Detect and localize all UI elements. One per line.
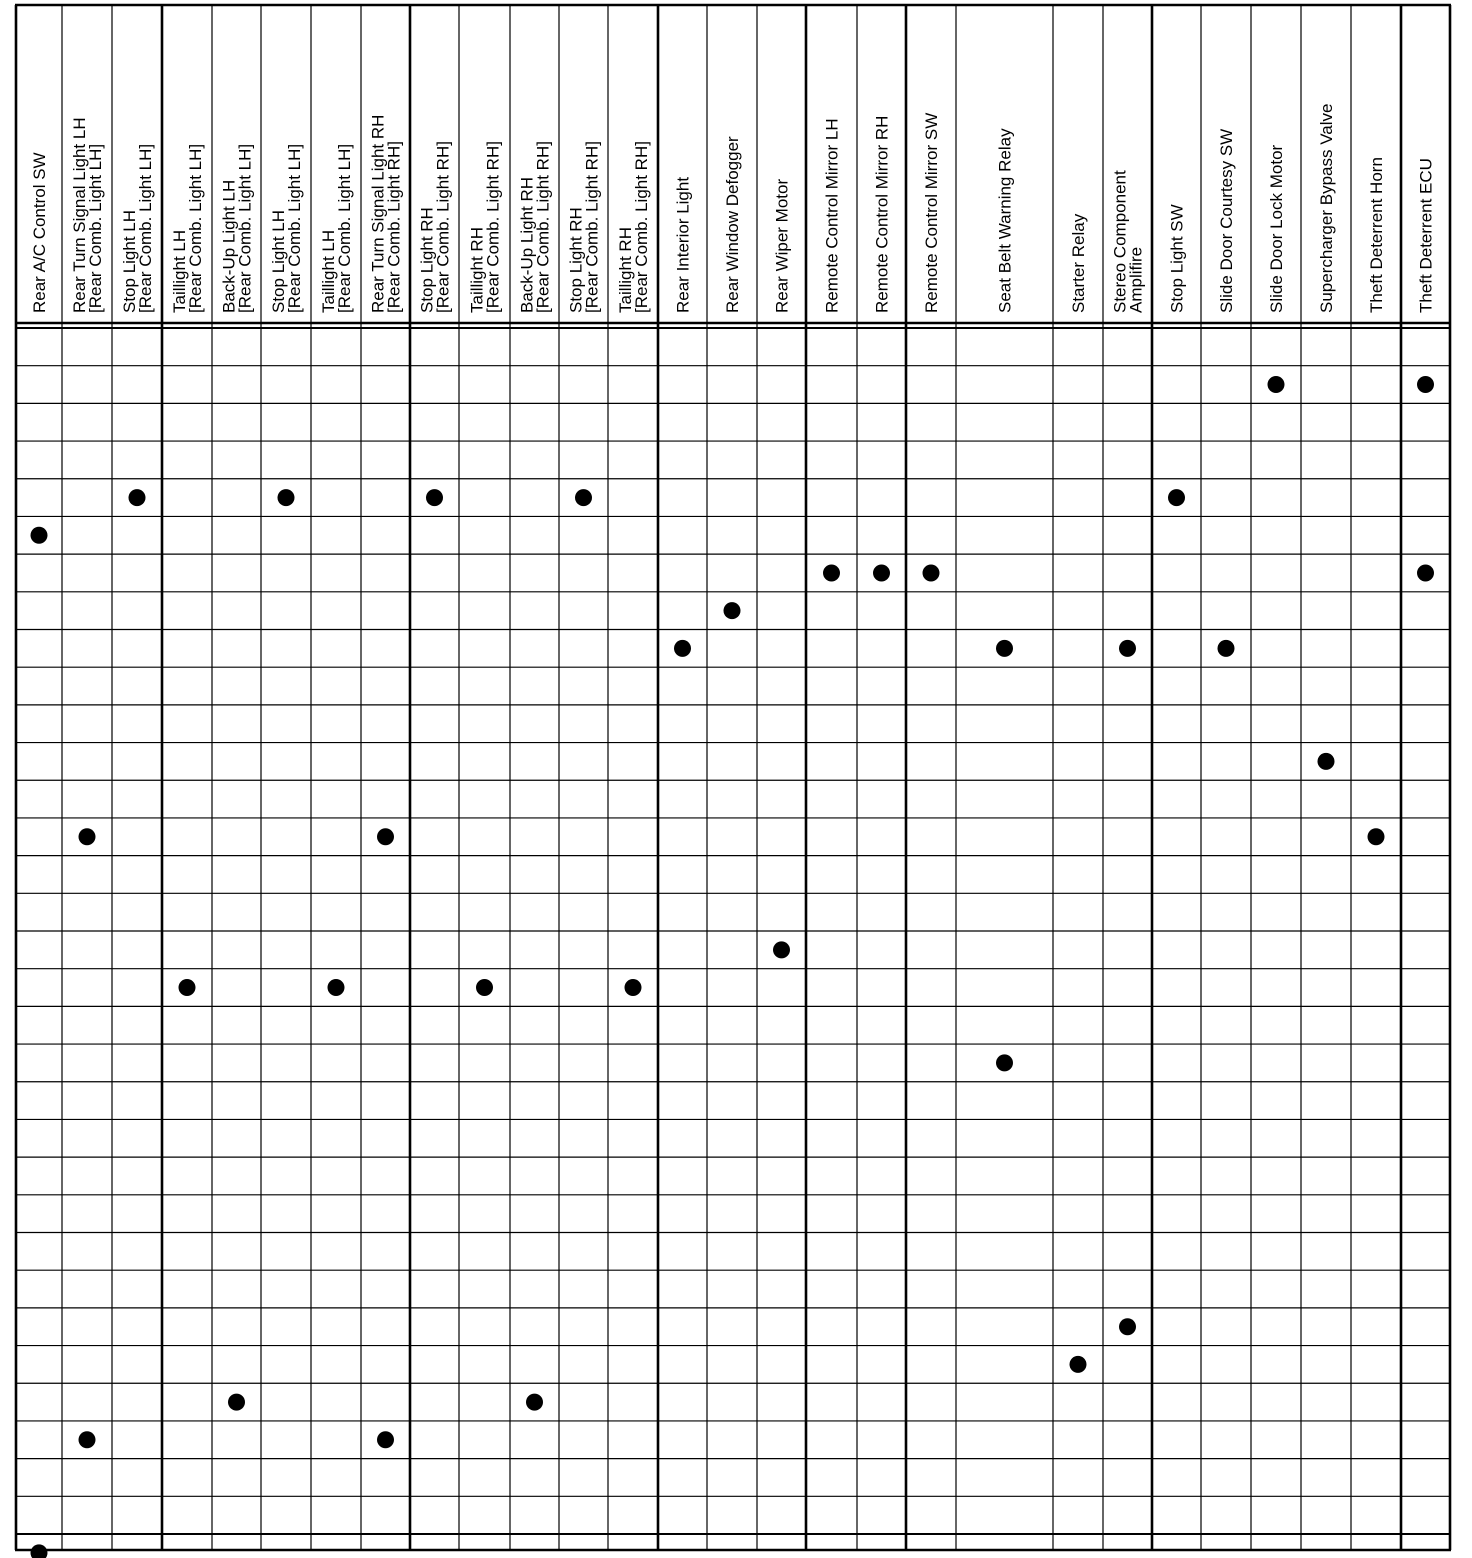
column-header-label: Theft Deterrent Horn [1367, 157, 1386, 313]
connection-dot [526, 1394, 543, 1411]
connection-dot [923, 564, 940, 581]
connection-dot [426, 489, 443, 506]
connection-dot [1119, 640, 1136, 657]
connection-dot [1417, 376, 1434, 393]
connection-dot [996, 640, 1013, 657]
connection-dot [377, 1431, 394, 1448]
connection-dot [873, 564, 890, 581]
column-header-label: [Rear Comb. Light LH] [86, 143, 105, 313]
column-header-label: [Rear Comb. Light RH] [533, 141, 553, 313]
column-header-label: Remote Control Mirror SW [922, 112, 941, 313]
column-header-label: Amplifire [1126, 246, 1146, 313]
column-header-label: Slide Door Courtesy SW [1217, 128, 1236, 313]
connection-dot [1368, 828, 1385, 845]
connection-dot [129, 489, 146, 506]
column-headers [30, 104, 1436, 313]
connection-dot [1318, 753, 1335, 770]
connection-dot [278, 489, 295, 506]
column-header-label: Stop Light RH [417, 207, 437, 313]
column-header-label: [Rear Comb. Light LH] [335, 143, 354, 313]
column-header-label: Supercharger Bypass Valve [1317, 103, 1336, 313]
column-header-label: Stop Light SW [1167, 204, 1187, 313]
column-header-label: [Rear Comb. Light LH] [285, 143, 304, 313]
connection-dot [674, 640, 691, 657]
column-header-label: Stop Light LH [120, 209, 139, 313]
column-header-label: Back-Up Light RH [517, 176, 537, 313]
column-header-label: Back-Up Light LH [219, 179, 239, 313]
column-header-label: Rear Interior Light [673, 176, 693, 313]
column-header-label: Stereo Component [1110, 170, 1130, 313]
connection-dot [1417, 564, 1434, 581]
column-header-label: Stop Light LH [269, 209, 288, 313]
column-header-label: Stop Light RH [566, 207, 586, 313]
connection-dot [724, 602, 741, 619]
connection-dot [476, 979, 493, 996]
column-header-label: Taillight RH [467, 227, 487, 313]
connection-dot [179, 979, 196, 996]
connection-dot [31, 1544, 48, 1558]
column-header-label: [Rear Comb. Light RH] [384, 141, 404, 313]
column-header-label: Rear Window Defogger [723, 136, 742, 313]
connection-dot [575, 489, 592, 506]
connection-dot [328, 979, 345, 996]
column-header-label: [Rear Comb. Light LH] [136, 143, 155, 313]
column-header-label: Slide Door Lock Motor [1267, 144, 1286, 313]
connection-dot [1168, 489, 1185, 506]
connection-dot [1070, 1356, 1087, 1373]
connection-dot [31, 527, 48, 544]
column-header-label: Starter Relay [1069, 213, 1088, 313]
column-header-label: Rear Wiper Motor [772, 178, 792, 313]
connection-dot [79, 828, 96, 845]
connection-dot [823, 564, 840, 581]
column-header-label: Taillight LH [170, 229, 189, 313]
column-header-label: Rear A/C Control SW [30, 152, 49, 313]
connection-dot [625, 979, 642, 996]
column-header-label: [Rear Comb. Light RH] [433, 141, 453, 313]
column-header-label: [Rear Comb. Light LH] [186, 143, 205, 313]
column-header-label: [Rear Comb. Light RH] [582, 141, 602, 313]
connection-dot [377, 828, 394, 845]
column-header-label: Rear Turn Signal Light LH [70, 117, 89, 313]
column-header-label: Taillight LH [319, 229, 338, 313]
column-header-label: Remote Control Mirror LH [822, 118, 842, 313]
connection-dot [228, 1394, 245, 1411]
column-header-label: Theft Deterrent ECU [1416, 158, 1436, 313]
connection-dot [773, 941, 790, 958]
column-header-label: Remote Control Mirror RH [872, 115, 892, 313]
column-header-label: Taillight RH [616, 227, 635, 313]
connection-dot [1119, 1318, 1136, 1335]
connection-dot [1218, 640, 1235, 657]
connection-dot [996, 1054, 1013, 1071]
column-header-label: Rear Turn Signal Light RH [368, 114, 388, 313]
connection-marks [31, 376, 1435, 1558]
column-header-label: [Rear Comb. Light LH] [235, 143, 255, 313]
column-header-label: [Rear Comb. Light RH] [632, 141, 651, 313]
connection-dot [79, 1431, 96, 1448]
column-header-label: [Rear Comb. Light RH] [483, 141, 503, 313]
connection-dot [1268, 376, 1285, 393]
column-header-label: Seat Belt Warning Relay [995, 128, 1015, 313]
